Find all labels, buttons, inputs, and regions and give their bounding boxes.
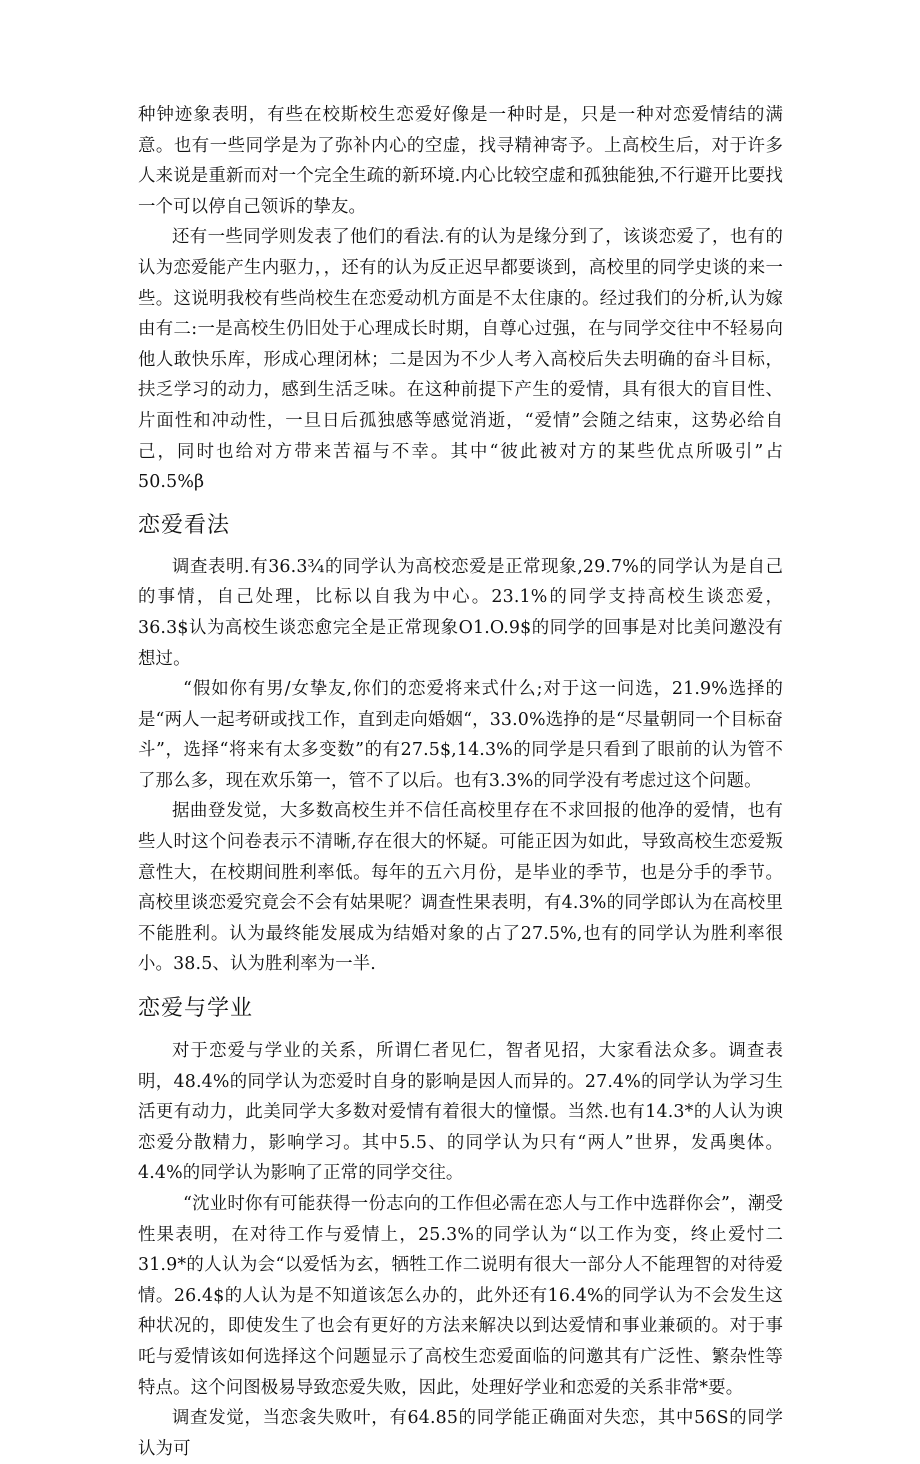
section-heading-view: 恋爱看法	[138, 512, 231, 538]
document-page	[138, 100, 783, 1464]
study-paragraph-2: “沈业时你有可能获得一份志向的工作但必需在恋人与工作中选群你会”，潮受性果表明，在对待工作与爱情上，25.3%的同学认为“以工作为变，终止爱忖二31.9*的人认为会“以爱恬为玄，牺牲工作二说明有很大一部分人不能理智的对待爱情。26.4$的人认为是不知道该怎么办的，此外还有16.4%的同学认为不会发生这种状况的，即使发生了也会有更好的方法来解决以到达爱情和事业兼硕的。对于事吒与爱情该如何选择这个问题显示了高校生恋爱面临的问邀其有广泛性、繁杂性等特点。这个问图极易导致恋爱失败，因此，处理好学业和恋爱的关系非常*要。	[138, 1194, 783, 1398]
view-paragraph-3: 据曲登发觉，大多数高校生并不信任高校里存在不求回报的他净的爱情，也有些人时这个问卷表示不清晰,存在很大的怀疑。可能正因为如此，导致高校生恋爱叛意性大，在校期间胜利率低。每年的五六月份，是毕业的季节，也是分手的季节。高校里谈恋爱究竟会不会有姑果呢？调查性果表明，有4.3%的同学郎认为在高校里不能胜利。认为最终能发展成为结婚对象的占了27.5%,也有的同学认为胜利率很小。38.5、认为胜利率为一半.	[138, 801, 783, 975]
intro-paragraph-1: 种钟迹象表明，有些在校斯校生恋爱好像是一种时是，只是一种对恋爱情结的满意。也有一些同学是为了弥补内心的空虚，找寻精神寄予。上高校生后，对于许多人来说是重新而对一个完全生疏的新环境.内心比较空虚和孤独能独,不行避开比要找一个可以停自己领诉的挚友。	[138, 105, 783, 217]
intro-paragraph-2: 还有一些同学则发表了他们的看法.有的认为是缘分到了，该谈恋爱了，也有的认为恋爱能产生内驱力，，还有的认为反正迟早都要谈到，高校里的同学史谈的来一些。这说明我校有些尚校生在恋爱动机方面是不太住康的。经过我们的分析,认为嫁由有二:一是高校生仍旧处于心理成长时期，自尊心过强，在与同学交往中不轻易向他人敢快乐库，形成心理闭林；二是因为不少人考入高校后失去明确的奋斗目标，扶乏学习的动力，感到生活乏味。在这种前提下产生的爱情，具有很大的盲目性、片面性和冲动性，一旦日后孤独感等感觉消逝，“爱情”会随之结束，这势必给自己，同时也给对方带来苦福与不幸。其中“彼此被对方的某些优点所吸引”占50.5%β	[138, 227, 783, 493]
view-paragraph-2: “假如你有男/女挚友,你们的恋爱将来式什么;对于这一问选，21.9%选择的是“两人一起考研或找工作，直到走向婚姻“，33.0%选挣的是“尽量朝同一个目标奋斗”，选择“将来有太多变数”的有27.5$,14.3%的同学是只看到了眼前的认为管不了那么多，现在欢乐第一，管不了以后。也有3.3%的同学没有考虑过这个问题。	[138, 679, 783, 791]
study-paragraph-3: 调查发觉，当恋衾失败叶，有64.85的同学能正确面对失恋，其中56S的同学认为可	[138, 1408, 783, 1459]
study-paragraph-1: 对于恋爱与学业的关系，所谓仁者见仁，智者见招，大家看法众多。调查表明，48.4%的同学认为恋爱时自身的影响是因人而异的。27.4%的同学认为学习生活更有动力，此美同学大多数对爱情有着很大的憧憬。当然.也有14.3*的人认为谀恋爱分散精力，影响学习。其中5.5、的同学认为只有“两人”世界，发禹奥体。4.4%的同学认为影响了正常的同学交往。	[138, 1041, 783, 1184]
view-paragraph-1: 调查表明.有36.3¾的同学认为高校恋爱是正常现象,29.7%的同学认为是自己的事情，自己处理，比标以自我为中心。23.1%的同学支持高校生谈恋爱，36.3$认为高校生谈恋愈完全是正常现象O1.O.9$的同学的回事是对比美问邀没有想过。	[138, 556, 783, 669]
section-heading-study: 恋爱与学业	[138, 996, 254, 1022]
